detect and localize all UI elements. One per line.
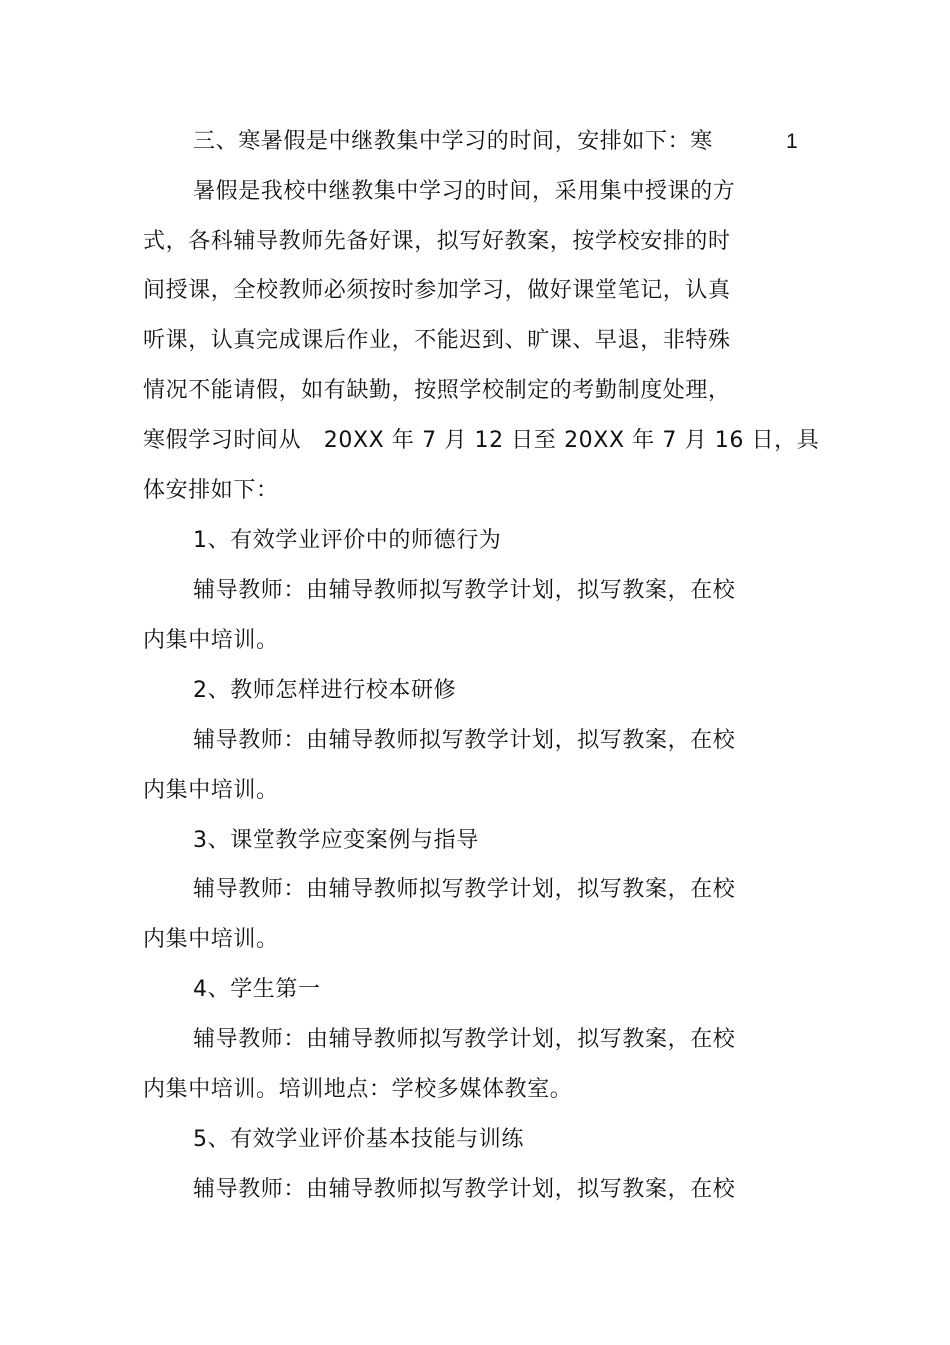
text-line: 寒假学习时间从 20XX 年 7 月 12 日至 20XX 年 7 月 16 日，具: [143, 428, 820, 453]
text-line: 辅导教师：由辅导教师拟写教学计划，拟写教案，在校: [193, 728, 736, 753]
text-line: 内集中培训。: [143, 778, 279, 803]
text-line: 间授课，全校教师必须按时参加学习，做好课堂笔记，认真: [143, 278, 731, 303]
text-line: 辅导教师：由辅导教师拟写教学计划，拟写教案，在校: [193, 1177, 736, 1202]
section-heading: 1、有效学业评价中的师德行为: [193, 528, 502, 553]
text-line: 辅导教师：由辅导教师拟写教学计划，拟写教案，在校: [193, 877, 736, 902]
page-number: 1: [786, 130, 798, 153]
section-heading: 2、教师怎样进行校本研修: [193, 678, 457, 703]
text-line: 三、寒暑假是中继教集中学习的时间，安排如下：寒: [193, 129, 713, 154]
text-line: 内集中培训。培训地点：学校多媒体教室。: [143, 1077, 573, 1102]
text-line: 式，各科辅导教师先备好课，拟写好教案，按学校安排的时: [143, 229, 731, 254]
text-line: 体安排如下：: [143, 478, 279, 503]
text-line: 情况不能请假，如有缺勤，按照学校制定的考勤制度处理，: [143, 378, 731, 403]
text-line: 内集中培训。: [143, 927, 279, 952]
section-heading: 3、课堂教学应变案例与指导: [193, 828, 479, 853]
text-line: 暑假是我校中继教集中学习的时间，采用集中授课的方: [193, 179, 736, 204]
section-heading: 4、学生第一: [193, 977, 321, 1002]
text-line: 内集中培训。: [143, 628, 279, 653]
text-line: 辅导教师：由辅导教师拟写教学计划，拟写教案，在校: [193, 1027, 736, 1052]
section-heading: 5、有效学业评价基本技能与训练: [193, 1127, 524, 1152]
text-line: 听课，认真完成课后作业，不能迟到、旷课、早退，非特殊: [143, 328, 731, 353]
text-line: 辅导教师：由辅导教师拟写教学计划，拟写教案，在校: [193, 578, 736, 603]
